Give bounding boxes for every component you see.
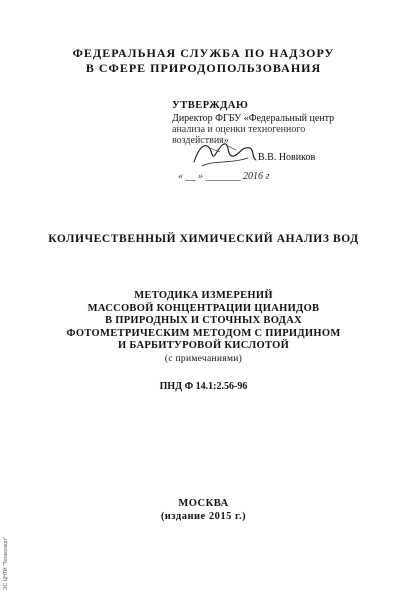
signature-row xyxy=(172,152,397,182)
approval-position-line-1: Директор ФГБУ «Федеральный центр xyxy=(172,113,335,124)
side-stamp: ЭС ЦНТИ "Техэксперт" xyxy=(3,536,9,590)
method-line-2: МАССОВОЙ КОНЦЕНТРАЦИИ ЦИАНИДОВ xyxy=(87,302,320,314)
method-line-1: МЕТОДИКА ИЗМЕРЕНИЙ xyxy=(134,290,273,301)
signer-name: В.В. Новиков xyxy=(258,152,316,163)
document-heading: КОЛИЧЕСТВЕННЫЙ ХИМИЧЕСКИЙ АНАЛИЗ ВОД xyxy=(48,233,359,245)
handwritten-signature xyxy=(190,136,260,172)
agency-line-1: ФЕДЕРАЛЬНАЯ СЛУЖБА ПО НАДЗОРУ xyxy=(72,46,335,60)
edition-year: (издание 2015 г.) xyxy=(160,511,247,522)
approval-date: « __ » _______ 2016 г xyxy=(178,171,270,182)
method-title xyxy=(0,290,407,365)
approval-position-line-2: анализа и оценки техногенного xyxy=(172,124,306,135)
city-name: МОСКВА xyxy=(178,498,229,509)
method-note: (с примечаниями) xyxy=(164,353,243,364)
method-line-4: ФОТОМЕТРИЧЕСКИМ МЕТОДОМ С ПИРИДИНОМ xyxy=(66,327,341,339)
agency-line-2: В СФЕРЕ ПРИРОДОПОЛЬЗОВАНИЯ xyxy=(85,61,322,75)
agency-header xyxy=(0,46,407,76)
approval-title: УТВЕРЖДАЮ xyxy=(172,100,249,111)
publication-place xyxy=(0,497,407,523)
document-code: ПНД Ф 14.1:2.56-96 xyxy=(159,381,248,392)
approval-position-line-3: воздействия» xyxy=(172,135,229,146)
method-line-5: И БАРБИТУРОВОЙ КИСЛОТОЙ xyxy=(117,340,290,351)
method-line-3: В ПРИРОДНЫХ И СТОЧНЫХ ВОДАХ xyxy=(105,315,302,326)
